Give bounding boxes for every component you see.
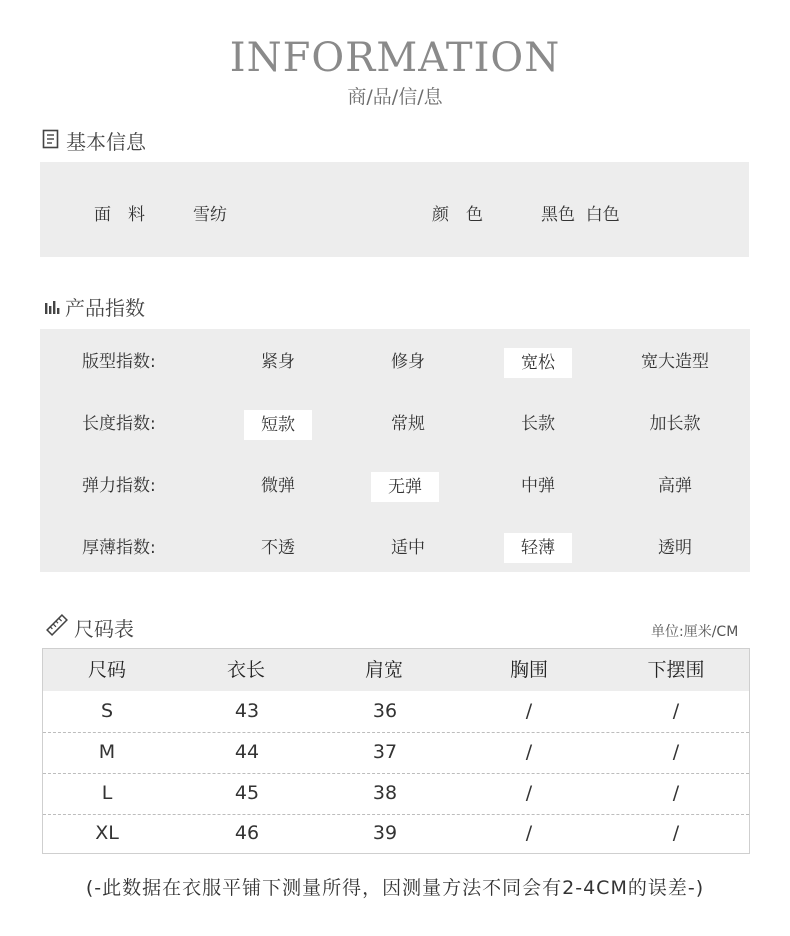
- index-option-selected: 短款: [244, 410, 312, 440]
- fabric-label: 面 料: [94, 205, 145, 225]
- fabric-value: 雪纺: [193, 205, 227, 225]
- table-cell: 43: [234, 700, 260, 722]
- table-cell: 39: [372, 822, 398, 844]
- table-cell: 38: [372, 782, 398, 804]
- size-chart-heading-text: 尺码表: [74, 616, 134, 641]
- table-row: [43, 814, 749, 853]
- index-row-label: 长度指数:: [82, 414, 156, 434]
- index-option: 紧身: [261, 352, 295, 372]
- table-cell: /: [672, 700, 680, 722]
- page-subtitle: 商/品/信/息: [347, 86, 443, 108]
- size-table-header: [43, 649, 749, 691]
- ruler-icon: [46, 614, 68, 643]
- index-option: 透明: [658, 538, 692, 558]
- basic-info-panel: [40, 162, 749, 257]
- column-header: 胸围: [509, 659, 548, 681]
- product-index-heading: [44, 294, 145, 322]
- index-row-label: 版型指数:: [82, 352, 156, 372]
- size-chart-heading: [46, 614, 134, 643]
- table-cell: M: [98, 741, 116, 763]
- table-cell: /: [525, 782, 533, 804]
- index-option: 微弹: [261, 476, 295, 496]
- product-index-heading-text: 产品指数: [65, 296, 145, 320]
- table-cell: /: [672, 782, 680, 804]
- table-cell: 37: [372, 741, 398, 763]
- index-option-selected: 轻薄: [504, 533, 572, 563]
- table-cell: /: [525, 700, 533, 722]
- index-option: 长款: [521, 414, 555, 434]
- table-cell: /: [525, 822, 533, 844]
- index-option-selected: 无弹: [371, 472, 439, 502]
- table-cell: 36: [372, 700, 398, 722]
- index-option: 中弹: [521, 476, 555, 496]
- basic-info-heading-text: 基本信息: [66, 130, 146, 154]
- bar-chart-icon: [44, 294, 62, 322]
- table-row: [43, 691, 749, 732]
- table-cell: 46: [234, 822, 260, 844]
- index-option: 不透: [261, 538, 295, 558]
- size-table: [42, 648, 750, 854]
- unit-label: 单位:厘米/CM: [651, 624, 739, 640]
- index-option: 高弹: [658, 476, 692, 496]
- index-option-selected: 宽松: [504, 348, 572, 378]
- page-title: INFORMATION: [229, 35, 561, 81]
- table-cell: /: [525, 741, 533, 763]
- table-cell: 44: [234, 741, 260, 763]
- column-header: 尺码: [87, 659, 126, 681]
- index-option: 宽大造型: [641, 352, 709, 372]
- table-row: [43, 732, 749, 773]
- document-icon: [42, 128, 60, 156]
- column-header: 衣长: [226, 659, 265, 681]
- color-label: 颜 色: [432, 205, 483, 225]
- index-row-label: 弹力指数:: [82, 476, 156, 496]
- table-cell: XL: [95, 822, 119, 844]
- index-row-label: 厚薄指数:: [82, 538, 156, 558]
- color-value: 黑色 白色: [541, 205, 620, 225]
- product-index-panel: [40, 329, 750, 572]
- table-cell: /: [672, 822, 680, 844]
- measurement-footnote: (-此数据在衣服平铺下测量所得，因测量方法不同会有2-4CM的误差-): [85, 877, 705, 899]
- index-option: 常规: [391, 414, 425, 434]
- table-cell: S: [100, 700, 114, 722]
- index-option: 加长款: [649, 414, 701, 434]
- table-row: [43, 773, 749, 814]
- table-cell: 45: [234, 782, 260, 804]
- table-cell: /: [672, 741, 680, 763]
- table-cell: L: [101, 782, 113, 804]
- column-header: 下摆围: [647, 659, 705, 681]
- basic-info-heading: [42, 128, 146, 156]
- index-option: 修身: [391, 352, 425, 372]
- column-header: 肩宽: [364, 659, 403, 681]
- index-option: 适中: [391, 538, 425, 558]
